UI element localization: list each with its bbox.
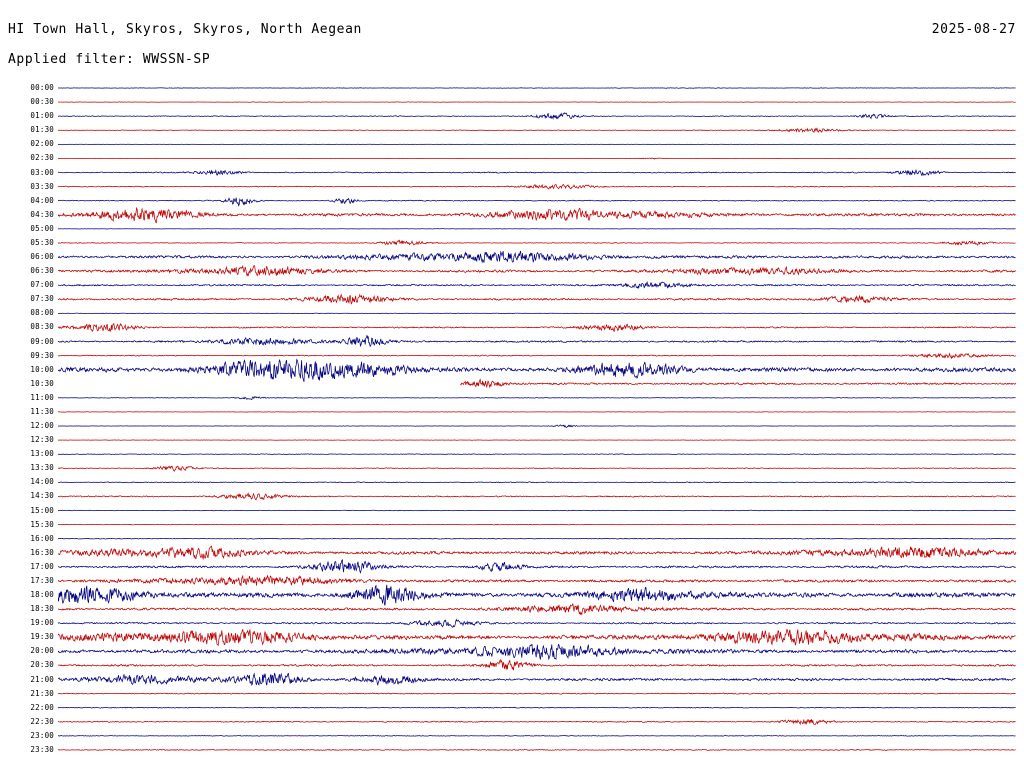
trace-line <box>58 735 1016 736</box>
trace-line <box>58 265 1016 276</box>
trace-line <box>58 251 1016 263</box>
trace-line <box>58 629 1016 645</box>
trace-line <box>58 170 1016 175</box>
time-tick-label: 09:00 <box>30 336 54 346</box>
trace-line <box>58 707 1016 708</box>
time-tick-label: 06:30 <box>30 266 54 276</box>
time-tick-label: 12:00 <box>30 421 54 430</box>
seismogram-traces <box>58 78 1016 778</box>
trace-line <box>58 585 1016 606</box>
time-tick-label: 09:30 <box>30 350 54 360</box>
date-label: 2025-08-27 <box>931 22 1016 37</box>
time-tick-label: 15:30 <box>30 519 54 529</box>
trace-line <box>58 524 1016 525</box>
trace-line <box>58 158 1016 159</box>
trace-line <box>58 560 1016 573</box>
time-tick-label: 13:00 <box>30 449 54 459</box>
time-tick-label: 23:00 <box>30 730 54 740</box>
time-tick-label: 21:00 <box>30 674 54 684</box>
time-tick-label: 06:00 <box>30 252 54 261</box>
time-tick-label: 04:30 <box>30 209 54 219</box>
trace-line <box>58 354 1016 359</box>
time-tick-label: 14:00 <box>30 477 54 487</box>
trace-line <box>58 313 1016 314</box>
page-title: HI Town Hall, Skyros, Skyros, North Aegean <box>8 22 362 37</box>
helicorder-plot <box>0 78 1024 778</box>
time-tick-label: 16:30 <box>30 547 54 557</box>
time-tick-label: 10:30 <box>30 378 54 388</box>
trace-line <box>58 113 1016 119</box>
trace-line <box>58 335 1016 346</box>
trace-line <box>58 295 1016 304</box>
time-tick-label: 11:00 <box>30 392 54 402</box>
time-tick-label: 08:30 <box>30 322 54 332</box>
time-tick-label: 01:30 <box>30 125 54 135</box>
trace-line <box>58 493 1016 499</box>
trace-line <box>58 88 1016 89</box>
trace-line <box>58 510 1016 511</box>
trace-line <box>58 360 1016 382</box>
time-tick-label: 22:30 <box>30 716 54 726</box>
trace-line <box>58 466 1016 471</box>
trace-area <box>58 78 1016 778</box>
trace-line <box>58 546 1016 559</box>
trace-line <box>58 660 1016 670</box>
time-tick-label: 00:00 <box>30 83 54 92</box>
time-tick-label: 05:00 <box>30 223 54 233</box>
time-tick-label: 19:30 <box>30 632 54 642</box>
time-tick-label: 14:30 <box>30 491 54 501</box>
trace-line <box>58 719 1016 724</box>
trace-line <box>58 128 1016 132</box>
time-tick-label: 19:00 <box>30 618 54 628</box>
trace-line <box>58 538 1016 539</box>
trace-line <box>58 673 1016 685</box>
time-axis <box>22 78 54 778</box>
time-tick-label: 12:30 <box>30 435 54 445</box>
trace-line <box>58 749 1016 750</box>
time-tick-label: 23:30 <box>30 744 54 754</box>
time-tick-label: 03:00 <box>30 167 54 177</box>
time-tick-label: 22:00 <box>30 702 54 712</box>
trace-line <box>58 693 1016 694</box>
time-tick-label: 20:30 <box>30 660 54 670</box>
time-tick-label: 13:30 <box>30 463 54 473</box>
time-tick-label: 20:00 <box>30 646 54 656</box>
chart-header <box>0 0 1024 78</box>
time-tick-label: 11:30 <box>30 406 54 416</box>
trace-line <box>58 644 1016 660</box>
trace-line <box>58 604 1016 615</box>
time-tick-label: 08:00 <box>30 308 54 318</box>
time-tick-label: 15:00 <box>30 505 54 515</box>
time-tick-label: 07:30 <box>30 294 54 304</box>
time-tick-label: 17:30 <box>30 575 54 585</box>
trace-line <box>58 198 1016 206</box>
time-tick-label: 17:00 <box>30 561 54 571</box>
trace-line <box>58 282 1016 288</box>
time-tick-label: 05:30 <box>30 237 54 247</box>
time-tick-label: 03:30 <box>30 181 54 191</box>
time-tick-label: 01:00 <box>30 111 54 121</box>
time-tick-label: 04:00 <box>30 195 54 205</box>
trace-line <box>58 240 1016 245</box>
time-tick-label: 07:00 <box>30 280 54 290</box>
trace-line <box>58 184 1016 189</box>
trace-line <box>58 576 1016 586</box>
time-tick-label: 02:00 <box>30 139 54 149</box>
trace-line <box>58 324 1016 332</box>
trace-line <box>58 425 1016 428</box>
time-tick-label: 00:30 <box>30 97 54 107</box>
time-tick-label: 10:00 <box>30 364 54 374</box>
trace-line <box>460 380 1016 388</box>
time-tick-label: 18:30 <box>30 604 54 614</box>
filter-label: Applied filter: WWSSN-SP <box>8 52 211 67</box>
trace-line <box>58 397 1016 400</box>
time-tick-label: 16:00 <box>30 533 54 543</box>
trace-line <box>58 208 1016 223</box>
time-tick-label: 18:00 <box>30 590 54 599</box>
time-tick-label: 21:30 <box>30 688 54 698</box>
trace-line <box>58 454 1016 455</box>
time-tick-label: 02:30 <box>30 153 54 163</box>
trace-line <box>58 620 1016 628</box>
trace-line <box>58 482 1016 483</box>
